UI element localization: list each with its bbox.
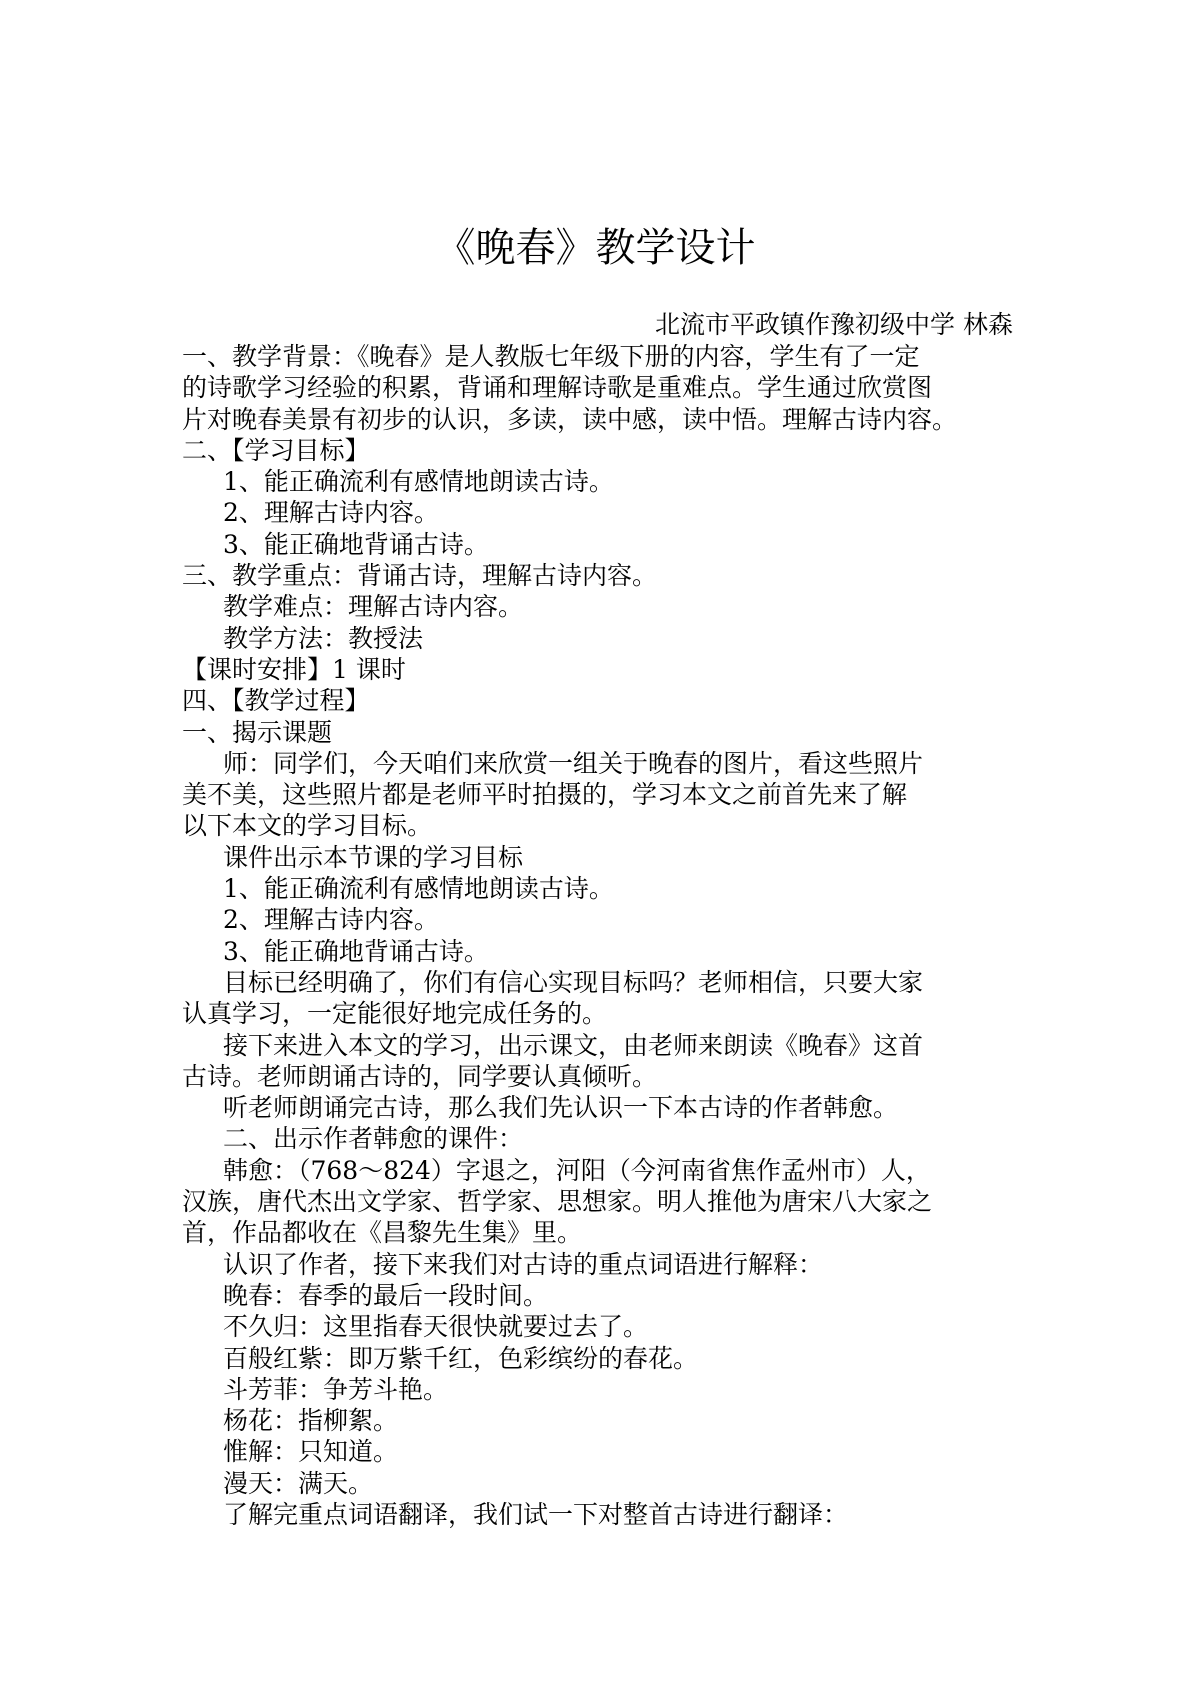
body-line: 认真学习，一定能很好地完成任务的。 [182,999,608,1029]
document-body [182,341,1022,1530]
body-line: 2、理解古诗内容。 [223,498,439,528]
body-line: 认识了作者，接下来我们对古诗的重点词语进行解释： [223,1249,824,1279]
body-line: 二、出示作者韩愈的课件： [223,1124,524,1154]
body-line: 杨花：指柳絮。 [223,1406,399,1436]
body-line: 三、教学重点：背诵古诗，理解古诗内容。 [182,561,658,591]
body-line: 教学难点：理解古诗内容。 [223,592,524,622]
body-line: 韩愈：（768～824）字退之，河阳（今河南省焦作孟州市）人， [223,1155,931,1185]
body-line: 二、【学习目标】 [182,435,370,465]
body-line: 首，作品都收在《昌黎先生集》里。 [182,1218,583,1248]
body-line: 2、理解古诗内容。 [223,905,439,935]
body-line: 1、能正确流利有感情地朗读古诗。 [223,874,614,904]
body-line: 漫天：满天。 [223,1468,374,1498]
body-line: 的诗歌学习经验的积累，背诵和理解诗歌是重难点。学生通过欣赏图 [182,373,933,403]
body-line: 四、【教学过程】 [182,686,370,716]
body-line: 汉族，唐代杰出文学家、哲学家、思想家。明人推他为唐宋八大家之 [182,1187,933,1217]
body-line: 【课时安排】1 课时 [182,654,406,684]
body-line: 斗芳菲：争芳斗艳。 [223,1374,449,1404]
author-line: 北流市平政镇作豫初级中学 林森 [655,310,1013,339]
body-line: 师：同学们，今天咱们来欣赏一组关于晚春的图片，看这些照片 [223,748,924,778]
body-line: 晚春：春季的最后一段时间。 [223,1280,549,1310]
body-line: 惟解：只知道。 [223,1437,399,1467]
body-line: 接下来进入本文的学习，出示课文，由老师来朗读《晚春》这首 [223,1030,924,1060]
document-title: 《晚春》教学设计 [435,225,756,271]
body-line: 了解完重点词语翻译，我们试一下对整首古诗进行翻译： [223,1499,849,1529]
body-line: 听老师朗诵完古诗，那么我们先认识一下本古诗的作者韩愈。 [223,1093,899,1123]
body-line: 课件出示本节课的学习目标 [223,842,524,872]
body-line: 以下本文的学习目标。 [182,811,433,841]
body-line: 1、能正确流利有感情地朗读古诗。 [223,467,614,497]
body-line: 一、揭示课题 [182,717,333,747]
body-line: 美不美，这些照片都是老师平时拍摄的，学习本文之前首先来了解 [182,780,908,810]
body-line: 古诗。老师朗诵古诗的，同学要认真倾听。 [182,1061,658,1091]
body-line: 不久归：这里指春天很快就要过去了。 [223,1312,649,1342]
body-line: 目标已经明确了，你们有信心实现目标吗？老师相信，只要大家 [223,967,924,997]
body-line: 教学方法：教授法 [223,623,424,653]
body-line: 一、教学背景：《晚春》是人教版七年级下册的内容，学生有了一定 [182,342,920,371]
body-line: 百般红紫：即万紫千红，色彩缤纷的春花。 [223,1343,699,1373]
body-line: 3、能正确地背诵古诗。 [223,936,489,966]
body-line: 片对晚春美景有初步的认识，多读，读中感，读中悟。理解古诗内容。 [182,404,958,434]
body-line: 3、能正确地背诵古诗。 [223,529,489,559]
